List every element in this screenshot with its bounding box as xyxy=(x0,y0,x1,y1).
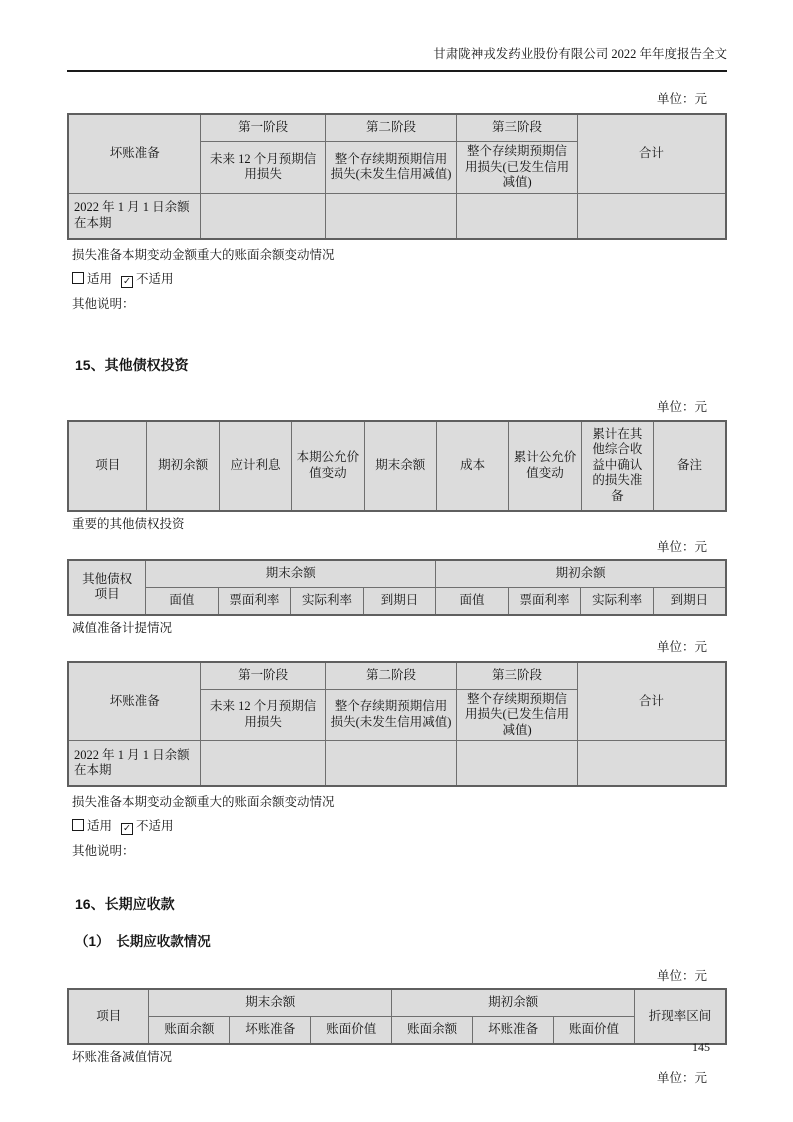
other-notes-label: 其他说明： xyxy=(72,844,135,858)
col-header: 成本 xyxy=(436,421,508,511)
stage2-desc: 整个存续期预期信用损失(未发生信用减值) xyxy=(325,142,457,194)
page-content xyxy=(67,0,727,1086)
other-notes-label: 其他说明： xyxy=(72,296,135,311)
empty-cell xyxy=(457,193,577,239)
header-divider xyxy=(67,70,727,72)
sub-header: 面值 xyxy=(436,587,509,615)
stage1-desc: 未来 12 个月预期信用损失 xyxy=(201,142,325,194)
report-header-title: 甘肃陇神戎发药业股份有限公司 2022 年年度报告全文 xyxy=(433,47,727,61)
row-label: 2022 年 1 月 1 日余额在本期 xyxy=(68,193,201,239)
page-number: 145 xyxy=(692,1040,710,1054)
section-15-heading: 15、其他债权投资 xyxy=(75,356,189,373)
corner-cell: 坏账准备 xyxy=(68,114,201,193)
applicable-label: 适用 xyxy=(87,819,113,833)
col-header: 期初余额 xyxy=(147,421,219,511)
empty-cell xyxy=(325,741,457,787)
stage1-header: 第一阶段 xyxy=(201,662,325,690)
checkbox-checked-icon: ✓ xyxy=(121,276,133,288)
stage1-header: 第一阶段 xyxy=(201,114,325,142)
checkbox-unchecked-icon xyxy=(72,272,84,284)
col-header: 累计在其他综合收益中确认的损失准备 xyxy=(581,421,653,511)
stage2-header: 第二阶段 xyxy=(325,662,457,690)
sub-header: 账面余额 xyxy=(149,1017,230,1045)
total-header: 合计 xyxy=(577,662,726,741)
applicability-line xyxy=(67,272,727,288)
col-header: 期末余额 xyxy=(364,421,436,511)
stage3-desc: 整个存续期预期信用损失(已发生信用减值) xyxy=(457,689,577,741)
other-debt-invest-table xyxy=(67,420,727,512)
sub-header: 账面价值 xyxy=(554,1017,635,1045)
bad-debt-stage-table-1 xyxy=(67,113,727,240)
bad-debt-stage-table-2 xyxy=(67,661,727,788)
sub-header: 到期日 xyxy=(363,587,436,615)
empty-cell xyxy=(325,193,457,239)
checkbox-checked-icon: ✓ xyxy=(121,823,133,835)
col-header: 项目 xyxy=(68,421,147,511)
bad-debt-impairment-note: 坏账准备减值情况 xyxy=(72,1050,173,1064)
sub-header: 到期日 xyxy=(653,587,726,615)
unit-label: 单位：元 xyxy=(656,539,707,554)
checkbox-unchecked-icon xyxy=(72,819,84,831)
empty-cell xyxy=(577,193,726,239)
total-header: 合计 xyxy=(577,114,726,193)
col-header: 应计利息 xyxy=(219,421,291,511)
stage3-desc: 整个存续期预期信用损失(已发生信用减值) xyxy=(457,142,577,194)
unit-label: 单位：元 xyxy=(656,639,707,654)
stage3-header: 第三阶段 xyxy=(457,114,577,142)
unit-label: 单位：元 xyxy=(656,92,707,106)
row-label: 2022 年 1 月 1 日余额在本期 xyxy=(68,741,201,787)
empty-cell xyxy=(577,741,726,787)
sub-header: 实际利率 xyxy=(581,587,654,615)
stage2-header: 第二阶段 xyxy=(325,114,457,142)
empty-cell xyxy=(201,193,325,239)
unit-label: 单位：元 xyxy=(656,399,707,414)
stage1-desc: 未来 12 个月预期信用损失 xyxy=(201,689,325,741)
period-end-group-header: 期末余额 xyxy=(146,560,436,588)
empty-cell xyxy=(457,741,577,787)
important-other-debt-note: 重要的其他债权投资 xyxy=(72,516,185,531)
other-debt-detail-table xyxy=(67,559,727,616)
corner-cell: 其他债权项目 xyxy=(68,560,146,615)
col-header: 本期公允价值变动 xyxy=(292,421,364,511)
applicability-line xyxy=(67,819,727,835)
sub-header: 账面余额 xyxy=(392,1017,473,1045)
sub-header: 实际利率 xyxy=(291,587,364,615)
impairment-provision-note: 减值准备计提情况 xyxy=(72,620,173,635)
sub-header: 坏账准备 xyxy=(473,1017,554,1045)
sub-header: 面值 xyxy=(146,587,219,615)
stage3-header: 第三阶段 xyxy=(457,662,577,690)
sub-header: 坏账准备 xyxy=(230,1017,311,1045)
stage2-desc: 整个存续期预期信用损失(未发生信用减值) xyxy=(325,689,457,741)
period-begin-group-header: 期初余额 xyxy=(436,560,726,588)
corner-cell: 坏账准备 xyxy=(68,662,201,741)
period-end-group-header: 期末余额 xyxy=(149,989,392,1017)
sub-header: 账面价值 xyxy=(311,1017,392,1045)
sub-header: 票面利率 xyxy=(218,587,291,615)
corner-cell: 项目 xyxy=(68,989,149,1044)
discount-rate-header: 折现率区间 xyxy=(634,989,726,1044)
col-header: 累计公允价值变动 xyxy=(509,421,581,511)
long-term-receivable-table xyxy=(67,988,727,1045)
unit-label: 单位：元 xyxy=(656,1071,707,1085)
section-16-heading: 16、长期应收款 xyxy=(75,896,175,912)
not-applicable-label: 不适用 xyxy=(136,271,174,286)
applicable-label: 适用 xyxy=(87,271,113,286)
period-begin-group-header: 期初余额 xyxy=(392,989,635,1017)
loss-change-note: 损失准备本期变动金额重大的账面余额变动情况 xyxy=(72,795,335,809)
loss-change-note: 损失准备本期变动金额重大的账面余额变动情况 xyxy=(72,247,335,262)
section-16-sub1-heading: （1） 长期应收款情况 xyxy=(75,934,211,949)
sub-header: 票面利率 xyxy=(508,587,581,615)
col-header: 备注 xyxy=(654,421,726,511)
not-applicable-label: 不适用 xyxy=(136,819,174,833)
empty-cell xyxy=(201,741,325,787)
unit-label: 单位：元 xyxy=(656,969,707,983)
